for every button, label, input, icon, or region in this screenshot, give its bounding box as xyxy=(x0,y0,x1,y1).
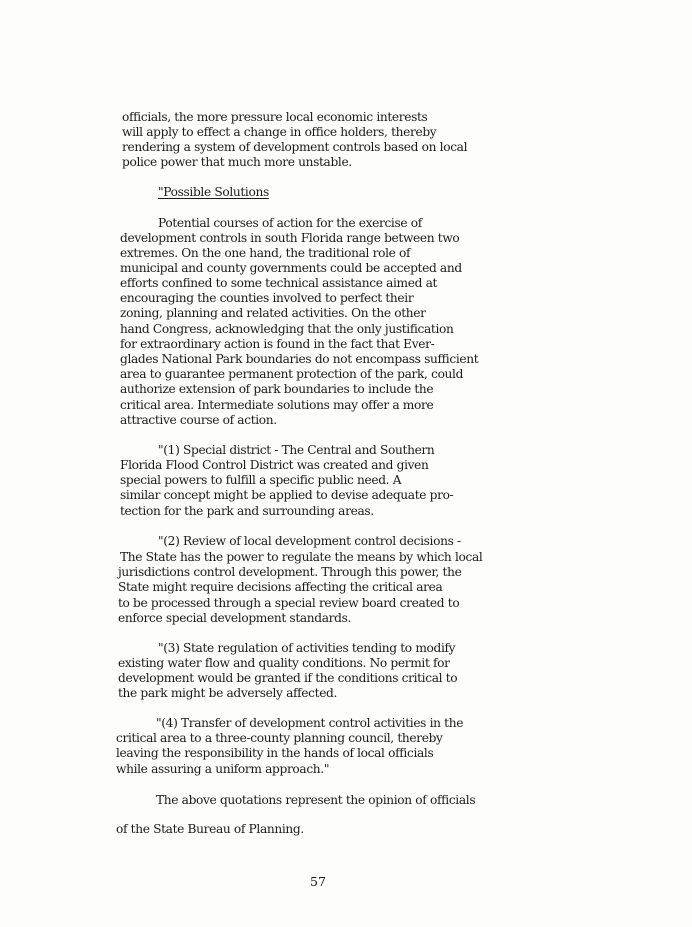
section-heading: "Possible Solutions xyxy=(158,185,269,199)
text-line: hand Congress, acknowledging that the only justification xyxy=(120,322,454,336)
text-line: development controls in south Florida range between two xyxy=(120,231,460,245)
text-line: extremes. On the one hand, the traditional role of xyxy=(120,246,411,260)
text-line: for extraordinary action is found in the fact that Ever- xyxy=(120,337,435,351)
text-line: the park might be adversely affected. xyxy=(118,686,338,700)
text-line: jurisdictions control development. Through this power, the xyxy=(118,565,462,579)
text-line: to be processed through a special review board created to xyxy=(118,596,460,610)
text-line: special powers to fulfill a specific public need. A xyxy=(120,473,402,487)
text-line: "(1) Special district - The Central and Southern xyxy=(158,443,435,457)
text-line: existing water flow and quality conditions. No permit for xyxy=(118,656,450,670)
text-line: encouraging the counties involved to perfect their xyxy=(120,291,414,305)
text-line: municipal and county governments could be accepted and xyxy=(120,261,462,275)
text-line: "(2) Review of local development control decisions - xyxy=(158,534,461,548)
text-line: The State has the power to regulate the means by which local xyxy=(120,550,483,564)
text-line: The above quotations represent the opinion of officials xyxy=(156,793,476,807)
text-line: efforts confined to some technical assistance aimed at xyxy=(120,276,438,290)
text-line: leaving the responsibility in the hands of local officials xyxy=(116,746,434,760)
text-line: "(3) State regulation of activities tending to modify xyxy=(158,641,456,655)
text-line: Potential courses of action for the exercise of xyxy=(158,216,422,230)
text-line: officials, the more pressure local economic interests xyxy=(122,110,428,124)
text-line: enforce special development standards. xyxy=(118,611,352,625)
text-line: rendering a system of development controls based on local xyxy=(122,140,468,154)
text-line: glades National Park boundaries do not encompass sufficient xyxy=(120,352,479,366)
text-line: State might require decisions affecting the critical area xyxy=(118,580,443,594)
text-line: Florida Flood Control District was created and given xyxy=(120,458,429,472)
text-line: "(4) Transfer of development control activities in the xyxy=(156,716,464,730)
text-line: critical area. Intermediate solutions may offer a more xyxy=(120,398,434,412)
page-number: 57 xyxy=(310,874,326,889)
text-line: zoning, planning and related activities. On the other xyxy=(120,306,426,320)
text-line: similar concept might be applied to devise adequate pro- xyxy=(120,488,454,502)
text-line: area to guarantee permanent protection of the park, could xyxy=(120,367,464,381)
text-line: tection for the park and surrounding areas. xyxy=(120,504,374,518)
text-line: police power that much more unstable. xyxy=(122,155,352,169)
text-line: will apply to effect a change in office holders, thereby xyxy=(122,125,437,139)
text-line: development would be granted if the conditions critical to xyxy=(118,671,458,685)
text-line: of the State Bureau of Planning. xyxy=(116,822,304,836)
text-line: authorize extension of park boundaries to include the xyxy=(120,382,434,396)
text-line: attractive course of action. xyxy=(120,413,277,427)
text-line: critical area to a three-county planning council, thereby xyxy=(116,731,443,745)
text-line: while assuring a uniform approach." xyxy=(116,762,330,776)
